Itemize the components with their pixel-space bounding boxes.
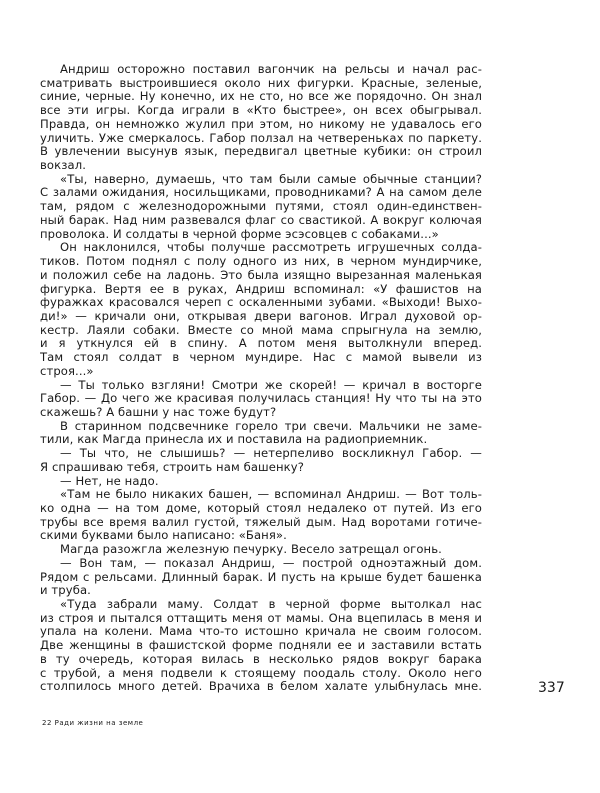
paragraph — [40, 598, 482, 694]
text-line: Андриш осторожно поставил вагончик на рельсы и начал рас- — [60, 63, 482, 76]
text-line: В старинном подсвечнике горело три свечи. Мальчики не заме- — [60, 419, 482, 433]
text-line: кестр. Лаяли собаки. Вместе со мной мама спрыгнула на землю, — [40, 323, 482, 337]
text-line: и положил себе на ладонь. Это была изящно вырезанная маленькая — [40, 268, 482, 282]
text-line: тиков. Потом поднял с полу одного из них, в черном мундирчике, — [40, 255, 482, 269]
paragraph — [40, 543, 482, 557]
text-line: уличить. Уже смеркалось. Габор ползал на четвереньках по паркету. — [40, 131, 482, 145]
text-line: — Ты что, не слышишь? — нетерпеливо воскликнул Габор. — — [60, 447, 482, 461]
text-line: в ту очередь, которая вилась в несколько рядов вокруг барака — [40, 652, 482, 666]
text-line: скажешь? А башни у нас тоже будут? — [40, 405, 277, 419]
paragraph — [40, 557, 482, 598]
text-line: с трубой, а меня подвели к стоящему поодаль столу. Около него — [40, 666, 482, 680]
text-line: Магда разожгла железную печурку. Весело затрещал огонь. — [60, 543, 442, 557]
text-line: ный барак. Над ним развевался флаг со свастикой. А вокруг колючая — [40, 213, 482, 227]
paragraph — [40, 447, 482, 474]
text-line: все эти игры. Когда играли в «Кто быстрее», он всех обыгрывал. — [40, 104, 482, 118]
paragraph — [40, 173, 482, 242]
text-line: В увлечении высунув язык, передвигал цветные кубики: он строил — [40, 145, 482, 159]
text-line: и труба. — [40, 584, 91, 598]
text-line: фигурка. Вертя ее в руках, Андриш вспоминал: «У фашистов на — [40, 282, 482, 296]
text-line: ди!» — кричали они, открывая двери вагонов. Играл духовой ор- — [40, 309, 482, 323]
text-line: сматривать выстроившиеся около них фигурки. Красные, зеленые, — [40, 76, 482, 90]
text-line: синие, черные. Ну конечно, их не сто, но все же порядочно. Он знал — [40, 90, 482, 104]
text-line: строя...» — [40, 364, 94, 378]
text-line: «Ты, наверно, думаешь, что там были самые обычные станции? — [60, 172, 482, 186]
text-line: тили, как Магда принесла их и поставила на радиоприемник. — [40, 433, 428, 447]
text-line: столпилось много детей. Врачиха в белом халате улыбнулась мне. — [40, 680, 482, 694]
text-line: «Там не было никаких башен, — вспоминал Андриш. — Вот толь- — [60, 488, 482, 502]
text-line: из строя и пытался оттащить меня от мамы. Она вцепилась в меня и — [40, 611, 482, 625]
text-line: — Вон там, — показал Андриш, — построй одноэтажный дом. — [60, 556, 482, 570]
text-line: С залами ожидания, носильщиками, проводниками? А на самом деле — [40, 186, 482, 200]
text-line: Рядом с рельсами. Длинный барак. И пусть на крыше будет башенка — [40, 570, 482, 584]
text-line: скими буквами было написано: «Баня». — [40, 529, 287, 543]
paragraph — [40, 475, 482, 489]
paragraph — [40, 241, 482, 378]
paragraph — [40, 488, 482, 543]
text-line: ко одна — на том доме, который стоял недалеко от путей. Из его — [40, 502, 482, 515]
text-line: «Туда забрали маму. Солдат в черной форме вытолкал нас — [60, 598, 482, 612]
page-number: 337 — [538, 680, 565, 696]
signature-footer: 22 Ради жизни на земле — [42, 719, 144, 727]
text-line: фуражках красовался череп с оскаленными зубами. «Выходи! Выхо- — [40, 296, 482, 310]
text-line: Я спрашиваю тебя, строить нам башенку? — [40, 460, 304, 474]
text-line: Правда, он немножко жулил при этом, но никому не удавалось его — [40, 117, 482, 131]
body-text — [40, 63, 482, 694]
text-line: проволока. И солдаты в черной форме эсэсовцев с собаками...» — [40, 227, 439, 241]
text-line: — Нет, не надо. — [60, 474, 159, 488]
paragraph — [40, 420, 482, 447]
paragraph — [40, 379, 482, 420]
paragraph — [40, 63, 482, 173]
text-line: Там стоял солдат в черном мундире. Нас с мамой вывели из — [40, 351, 482, 365]
text-line: Габор. — До чего же красивая получилась станция! Ну что ты на это — [40, 392, 482, 406]
text-line: там, рядом с железнодорожными путями, стоял один-единствен- — [40, 200, 482, 214]
text-line: Он наклонился, чтобы получше рассмотреть игрушечных солда- — [60, 241, 482, 255]
text-line: упала на колени. Мама что-то истошно кричала не своим голосом. — [40, 625, 482, 639]
text-line: вокзал. — [40, 159, 86, 173]
text-line: — Ты только взгляни! Смотри же скорей! — кричал в восторге — [60, 378, 482, 392]
text-line: Две женщины в фашистской форме подняли ее и заставили встать — [40, 639, 482, 653]
text-line: трубы все время валил густой, тяжелый дым. Над воротами готиче- — [40, 515, 482, 529]
text-line: и я уткнулся ей в спину. А потом меня вытолкнули вперед. — [40, 337, 482, 351]
